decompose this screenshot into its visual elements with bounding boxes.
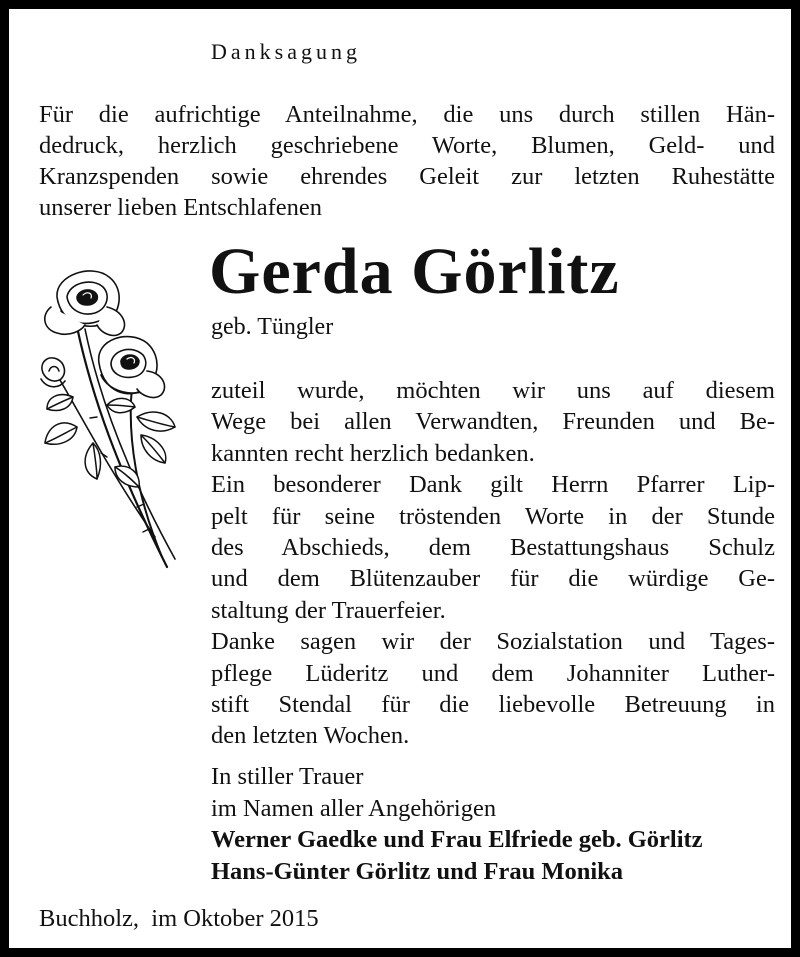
heading-title: Danksagung [211, 39, 361, 64]
body-line: staltung der Trauerfeier. [211, 596, 446, 624]
body-line: pelt für seine tröstenden Worte in der Stunde [211, 502, 775, 530]
body-line: des Abschieds, dem Bestattungshaus Schulz [211, 534, 775, 562]
signature-block [211, 761, 781, 887]
body-line: Ein besonderer Dank gilt Herrn Pfarrer Lip- [211, 471, 775, 499]
body-line: pflege Lüderitz und dem Johanniter Luther- [211, 659, 775, 687]
intro-line: Kranzspenden sowie ehrendes Geleit zur letzten Ruhestätte [39, 163, 775, 190]
body-line: und dem Blütenzauber für die würdige Ge- [211, 565, 775, 593]
intro-line: dedruck, herzlich geschriebene Worte, Blumen, Geld- und [39, 132, 775, 159]
body-line: zuteil wurde, möchten wir uns auf diesem [211, 377, 775, 404]
intro-line: unserer lieben Entschlafenen [39, 194, 322, 221]
body-line: stift Stendal für die liebevolle Betreuung in [211, 691, 775, 719]
deceased-name: Gerda Görlitz [209, 235, 620, 308]
body-paragraph [211, 375, 775, 752]
closing-line: im Namen aller Angehörigen [211, 794, 497, 822]
place-date: Buchholz, im Oktober 2015 [39, 905, 319, 932]
closing-line: In stiller Trauer [211, 763, 364, 790]
maiden-name: geb. Tüngler [211, 314, 334, 340]
signatory-name: Werner Gaedke und Frau Elfriede geb. Görlitz [211, 826, 703, 853]
intro-paragraph [39, 99, 775, 223]
rose-illustration [37, 267, 187, 587]
intro-line: Für die aufrichtige Anteilnahme, die uns durch stillen Hän- [39, 101, 775, 128]
body-line: kannten recht herzlich bedanken. [211, 439, 535, 467]
signatory-name: Hans-Günter Görlitz und Frau Monika [211, 857, 624, 885]
body-line: Danke sagen wir der Sozialstation und Tages- [211, 628, 775, 656]
body-line: den letzten Wochen. [211, 722, 410, 750]
body-line: Wege bei allen Verwandten, Freunden und Be- [211, 408, 775, 436]
